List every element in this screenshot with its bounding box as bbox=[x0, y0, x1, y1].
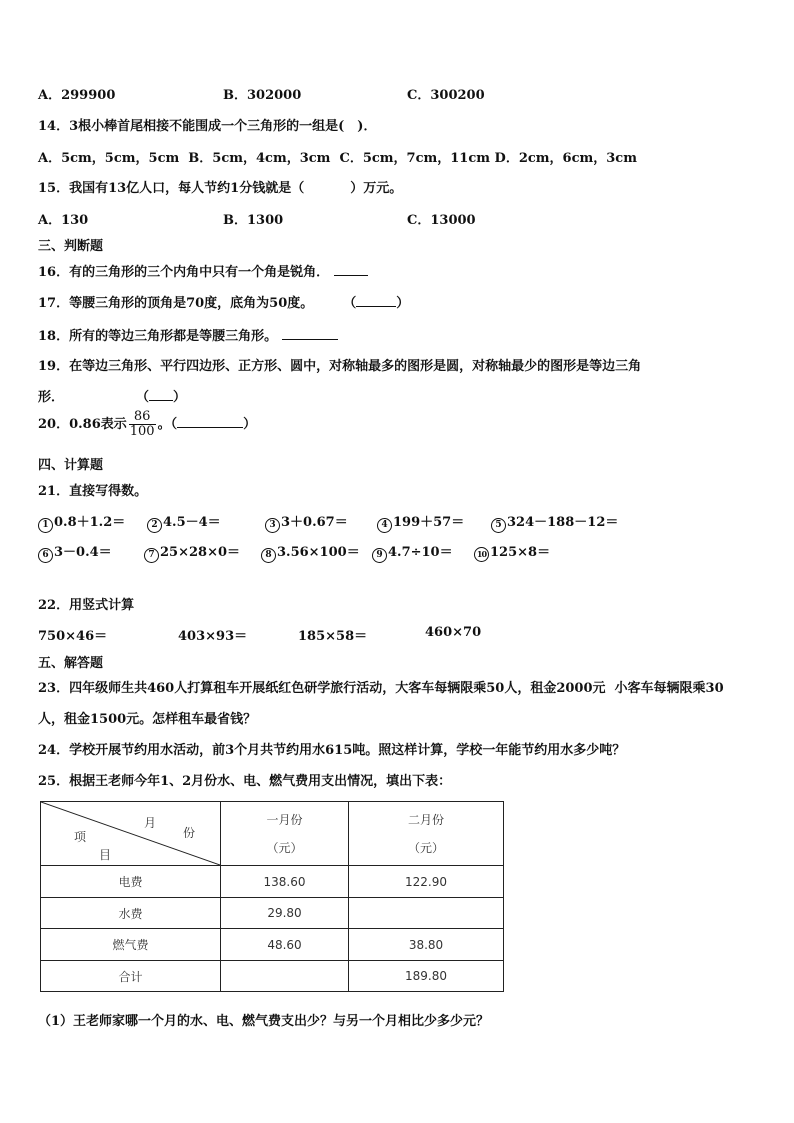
q17-statement: 17．等腰三角形的顶角是70度，底角为50度。 bbox=[38, 296, 314, 311]
cell-electricity-feb: 122.90 bbox=[349, 866, 504, 898]
q20-fraction bbox=[129, 410, 156, 439]
q21-item-8 bbox=[261, 541, 360, 563]
cell-gas-feb: 38.80 bbox=[349, 929, 504, 961]
q21-expr-7: 25×28×0＝ bbox=[160, 545, 241, 560]
table-row bbox=[41, 866, 504, 898]
section-5-heading: 五、解答题 bbox=[38, 656, 104, 671]
q17-paren-close: ） bbox=[396, 296, 410, 311]
q15-text bbox=[38, 177, 402, 196]
q21-item-3 bbox=[265, 511, 348, 533]
q21-number-5: 5 bbox=[491, 518, 506, 533]
q16-text bbox=[38, 261, 368, 280]
q22-item-3: 185×58＝ bbox=[298, 629, 368, 644]
q21-item-7 bbox=[144, 541, 240, 563]
q23-line2: 人，租金1500元。怎样租车最省钱？ bbox=[38, 712, 257, 727]
q20-prefix: 20．0.86表示 bbox=[38, 417, 127, 432]
q16-statement: 16．有的三角形的三个内角中只有一个角是锐角． bbox=[38, 265, 330, 280]
corner-xiang: 项 bbox=[74, 830, 87, 844]
q21-expr-10: 125×8＝ bbox=[490, 545, 551, 560]
q21-expr-6: 3－0.4＝ bbox=[54, 545, 112, 560]
cell-water-jan: 29.80 bbox=[221, 898, 349, 929]
q18-text bbox=[38, 325, 338, 344]
corner-month: 月 bbox=[144, 816, 157, 830]
q21-item-1 bbox=[38, 511, 125, 533]
table-row bbox=[41, 961, 504, 992]
q25-text: 25．根据王老师今年1、2月份水、电、燃气费用支出情况，填出下表： bbox=[38, 774, 452, 789]
q20-numerator: 86 bbox=[129, 410, 156, 425]
q18-statement: 18．所有的等边三角形都是等腰三角形。 bbox=[38, 329, 278, 344]
q21-number-8: 8 bbox=[261, 548, 276, 563]
q20-denominator: 100 bbox=[129, 424, 155, 439]
expense-table bbox=[40, 801, 504, 992]
q21-number-9: 9 bbox=[372, 548, 387, 563]
q17-paren-open: （ bbox=[343, 296, 357, 311]
row-label-gas: 燃气费 bbox=[41, 929, 221, 961]
q13-option-a: A．299900 bbox=[38, 88, 116, 103]
q18-answer-blank[interactable] bbox=[282, 328, 338, 340]
q21-number-4: 4 bbox=[377, 518, 392, 533]
cell-total-feb: 189.80 bbox=[349, 961, 504, 992]
q21-expr-2: 4.5－4＝ bbox=[163, 515, 221, 530]
corner-fen: 份 bbox=[183, 826, 196, 840]
q20-paren-close: ） bbox=[243, 417, 257, 432]
col-february-name: 二月份 bbox=[407, 812, 444, 827]
q17-text bbox=[38, 292, 409, 311]
cell-electricity-jan: 138.60 bbox=[221, 866, 349, 898]
q20-suffix: 。（ bbox=[157, 417, 178, 432]
q21-number-10: 10 bbox=[474, 547, 489, 562]
col-january-name: 一月份 bbox=[266, 812, 303, 827]
q21-item-4 bbox=[377, 511, 464, 533]
cell-gas-jan: 48.60 bbox=[221, 929, 349, 961]
q19-answer-blank[interactable] bbox=[149, 389, 173, 401]
q23-line1: 23．四年级师生共460人打算租车开展纸红色研学旅行活动，大客车每辆限乘50人，租金2000元 小客车每辆限乘30 bbox=[38, 681, 724, 696]
q21-title: 21．直接写得数。 bbox=[38, 484, 148, 499]
q22-item-4: 460×70 bbox=[425, 625, 482, 640]
q21-number-3: 3 bbox=[265, 518, 280, 533]
q15-text-after: ）万元。 bbox=[350, 181, 403, 196]
q21-item-9 bbox=[372, 541, 453, 563]
corner-mu: 目 bbox=[99, 848, 112, 862]
q20-answer-blank[interactable] bbox=[177, 416, 243, 428]
q19-line2-text: 形． bbox=[38, 390, 65, 405]
col-january-unit: （元） bbox=[266, 840, 303, 855]
section-3-heading: 三、判断题 bbox=[38, 239, 104, 254]
table-row bbox=[41, 898, 504, 929]
q14-text: 14．3根小棒首尾相接不能围成一个三角形的一组是( )． bbox=[38, 119, 377, 134]
section-4-heading: 四、计算题 bbox=[38, 458, 104, 473]
q15-text-before: 15．我国有13亿人口，每人节约1分钱就是（ bbox=[38, 181, 305, 196]
q14-options: A．5cm，5cm，5cm B．5cm，4cm，3cm C．5cm，7cm，11cm D．2cm，6cm，3cm bbox=[38, 151, 637, 166]
q19-paren-open: （ bbox=[136, 390, 150, 405]
q19-paren-close: ） bbox=[173, 390, 187, 405]
q21-number-6: 6 bbox=[38, 548, 53, 563]
row-label-total: 合计 bbox=[41, 961, 221, 992]
q19-line2 bbox=[38, 386, 186, 405]
q24-text: 24．学校开展节约用水活动，前3个月共节约用水615吨。照这样计算，学校一年能节约用水多少吨？ bbox=[38, 743, 626, 758]
q21-number-1: 1 bbox=[38, 518, 53, 533]
q21-expr-5: 324－188－12＝ bbox=[507, 515, 619, 530]
q22-title: 22．用竖式计算 bbox=[38, 598, 135, 613]
q19-line1: 19．在等边三角形、平行四边形、正方形、圆中，对称轴最多的图形是圆，对称轴最少的图形是等边三角 bbox=[38, 359, 642, 374]
q16-answer-blank[interactable] bbox=[334, 264, 368, 276]
q21-item-5 bbox=[491, 511, 618, 533]
q17-answer-blank[interactable] bbox=[356, 295, 396, 307]
q21-expr-3: 3＋0.67＝ bbox=[281, 515, 348, 530]
q15-option-c: C．13000 bbox=[407, 213, 476, 228]
q21-number-7: 7 bbox=[144, 548, 159, 563]
q21-expr-1: 0.8＋1.2＝ bbox=[54, 515, 126, 530]
col-header-january bbox=[221, 802, 349, 866]
q21-item-6 bbox=[38, 541, 112, 563]
q13-option-b: B．302000 bbox=[223, 88, 302, 103]
q13-option-c: C．300200 bbox=[407, 88, 485, 103]
q22-item-1: 750×46＝ bbox=[38, 629, 108, 644]
q20-text bbox=[38, 410, 256, 439]
col-header-february bbox=[349, 802, 504, 866]
row-label-water: 水费 bbox=[41, 898, 221, 929]
table-row bbox=[41, 929, 504, 961]
q21-item-10 bbox=[474, 541, 550, 562]
table-corner-header bbox=[41, 802, 221, 866]
cell-total-jan[interactable] bbox=[221, 961, 349, 992]
q21-expr-4: 199＋57＝ bbox=[393, 515, 465, 530]
row-label-electricity: 电费 bbox=[41, 866, 221, 898]
q15-option-a: A．130 bbox=[38, 213, 89, 228]
cell-water-feb[interactable] bbox=[349, 898, 504, 929]
q21-expr-8: 3.56×100＝ bbox=[277, 545, 360, 560]
col-february-unit: （元） bbox=[407, 840, 444, 855]
q21-number-2: 2 bbox=[147, 518, 162, 533]
q15-option-b: B．1300 bbox=[223, 213, 284, 228]
q25-sub1: （1）王老师家哪一个月的水、电、燃气费支出少？与另一个月相比少多少元？ bbox=[38, 1014, 490, 1029]
q21-item-2 bbox=[147, 511, 221, 533]
q21-expr-9: 4.7÷10＝ bbox=[388, 545, 453, 560]
q22-item-2: 403×93＝ bbox=[178, 629, 248, 644]
